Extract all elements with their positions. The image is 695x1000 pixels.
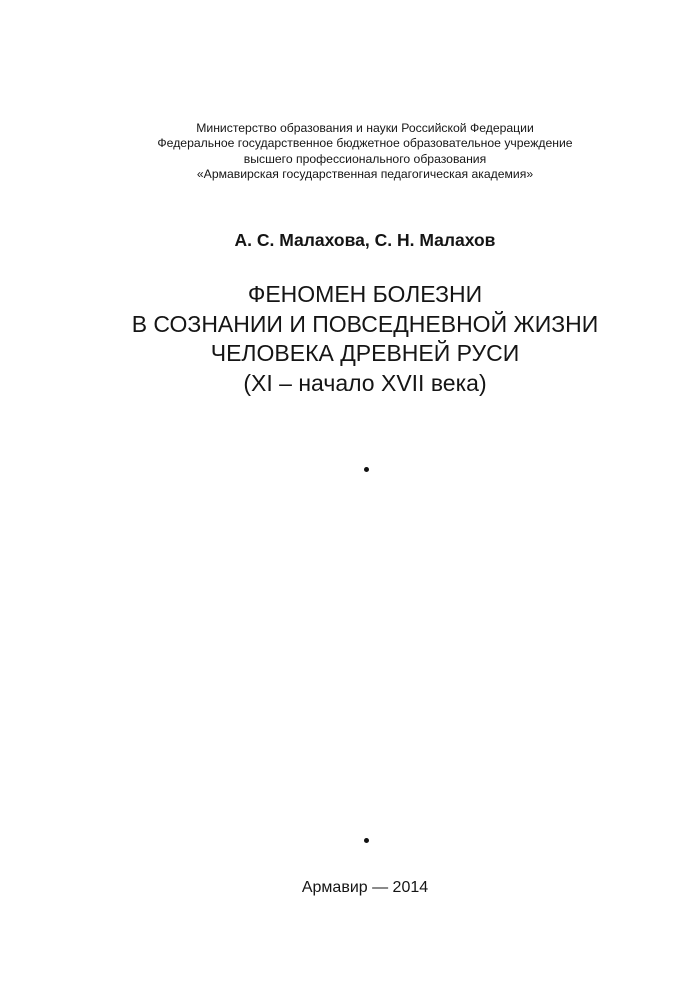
title-line: В СОЗНАНИИ И ПОВСЕДНЕВНОЙ ЖИЗНИ — [131, 310, 599, 337]
title-line: ФЕНОМЕН БОЛЕЗНИ — [247, 281, 483, 307]
institution-header — [0, 121, 695, 183]
title-subtitle-line: (XI – начало XVII века) — [243, 369, 487, 396]
institution-line: «Армавирская государственная педагогическая академия» — [196, 167, 534, 182]
institution-line: высшего профессионального образования — [243, 151, 487, 166]
decorative-dot — [364, 467, 369, 472]
institution-line: Федеральное государственное бюджетное образовательное учреждение — [157, 136, 573, 151]
decorative-dot — [364, 838, 369, 843]
book-title — [0, 280, 695, 398]
institution-line: Министерство образования и науки Российской Федерации — [196, 121, 534, 135]
title-line: ЧЕЛОВЕКА ДРЕВНЕЙ РУСИ — [210, 340, 520, 366]
authors: А. С. Малахова, С. Н. Малахов — [234, 230, 496, 250]
imprint-place-year: Армавир — 2014 — [301, 879, 429, 896]
